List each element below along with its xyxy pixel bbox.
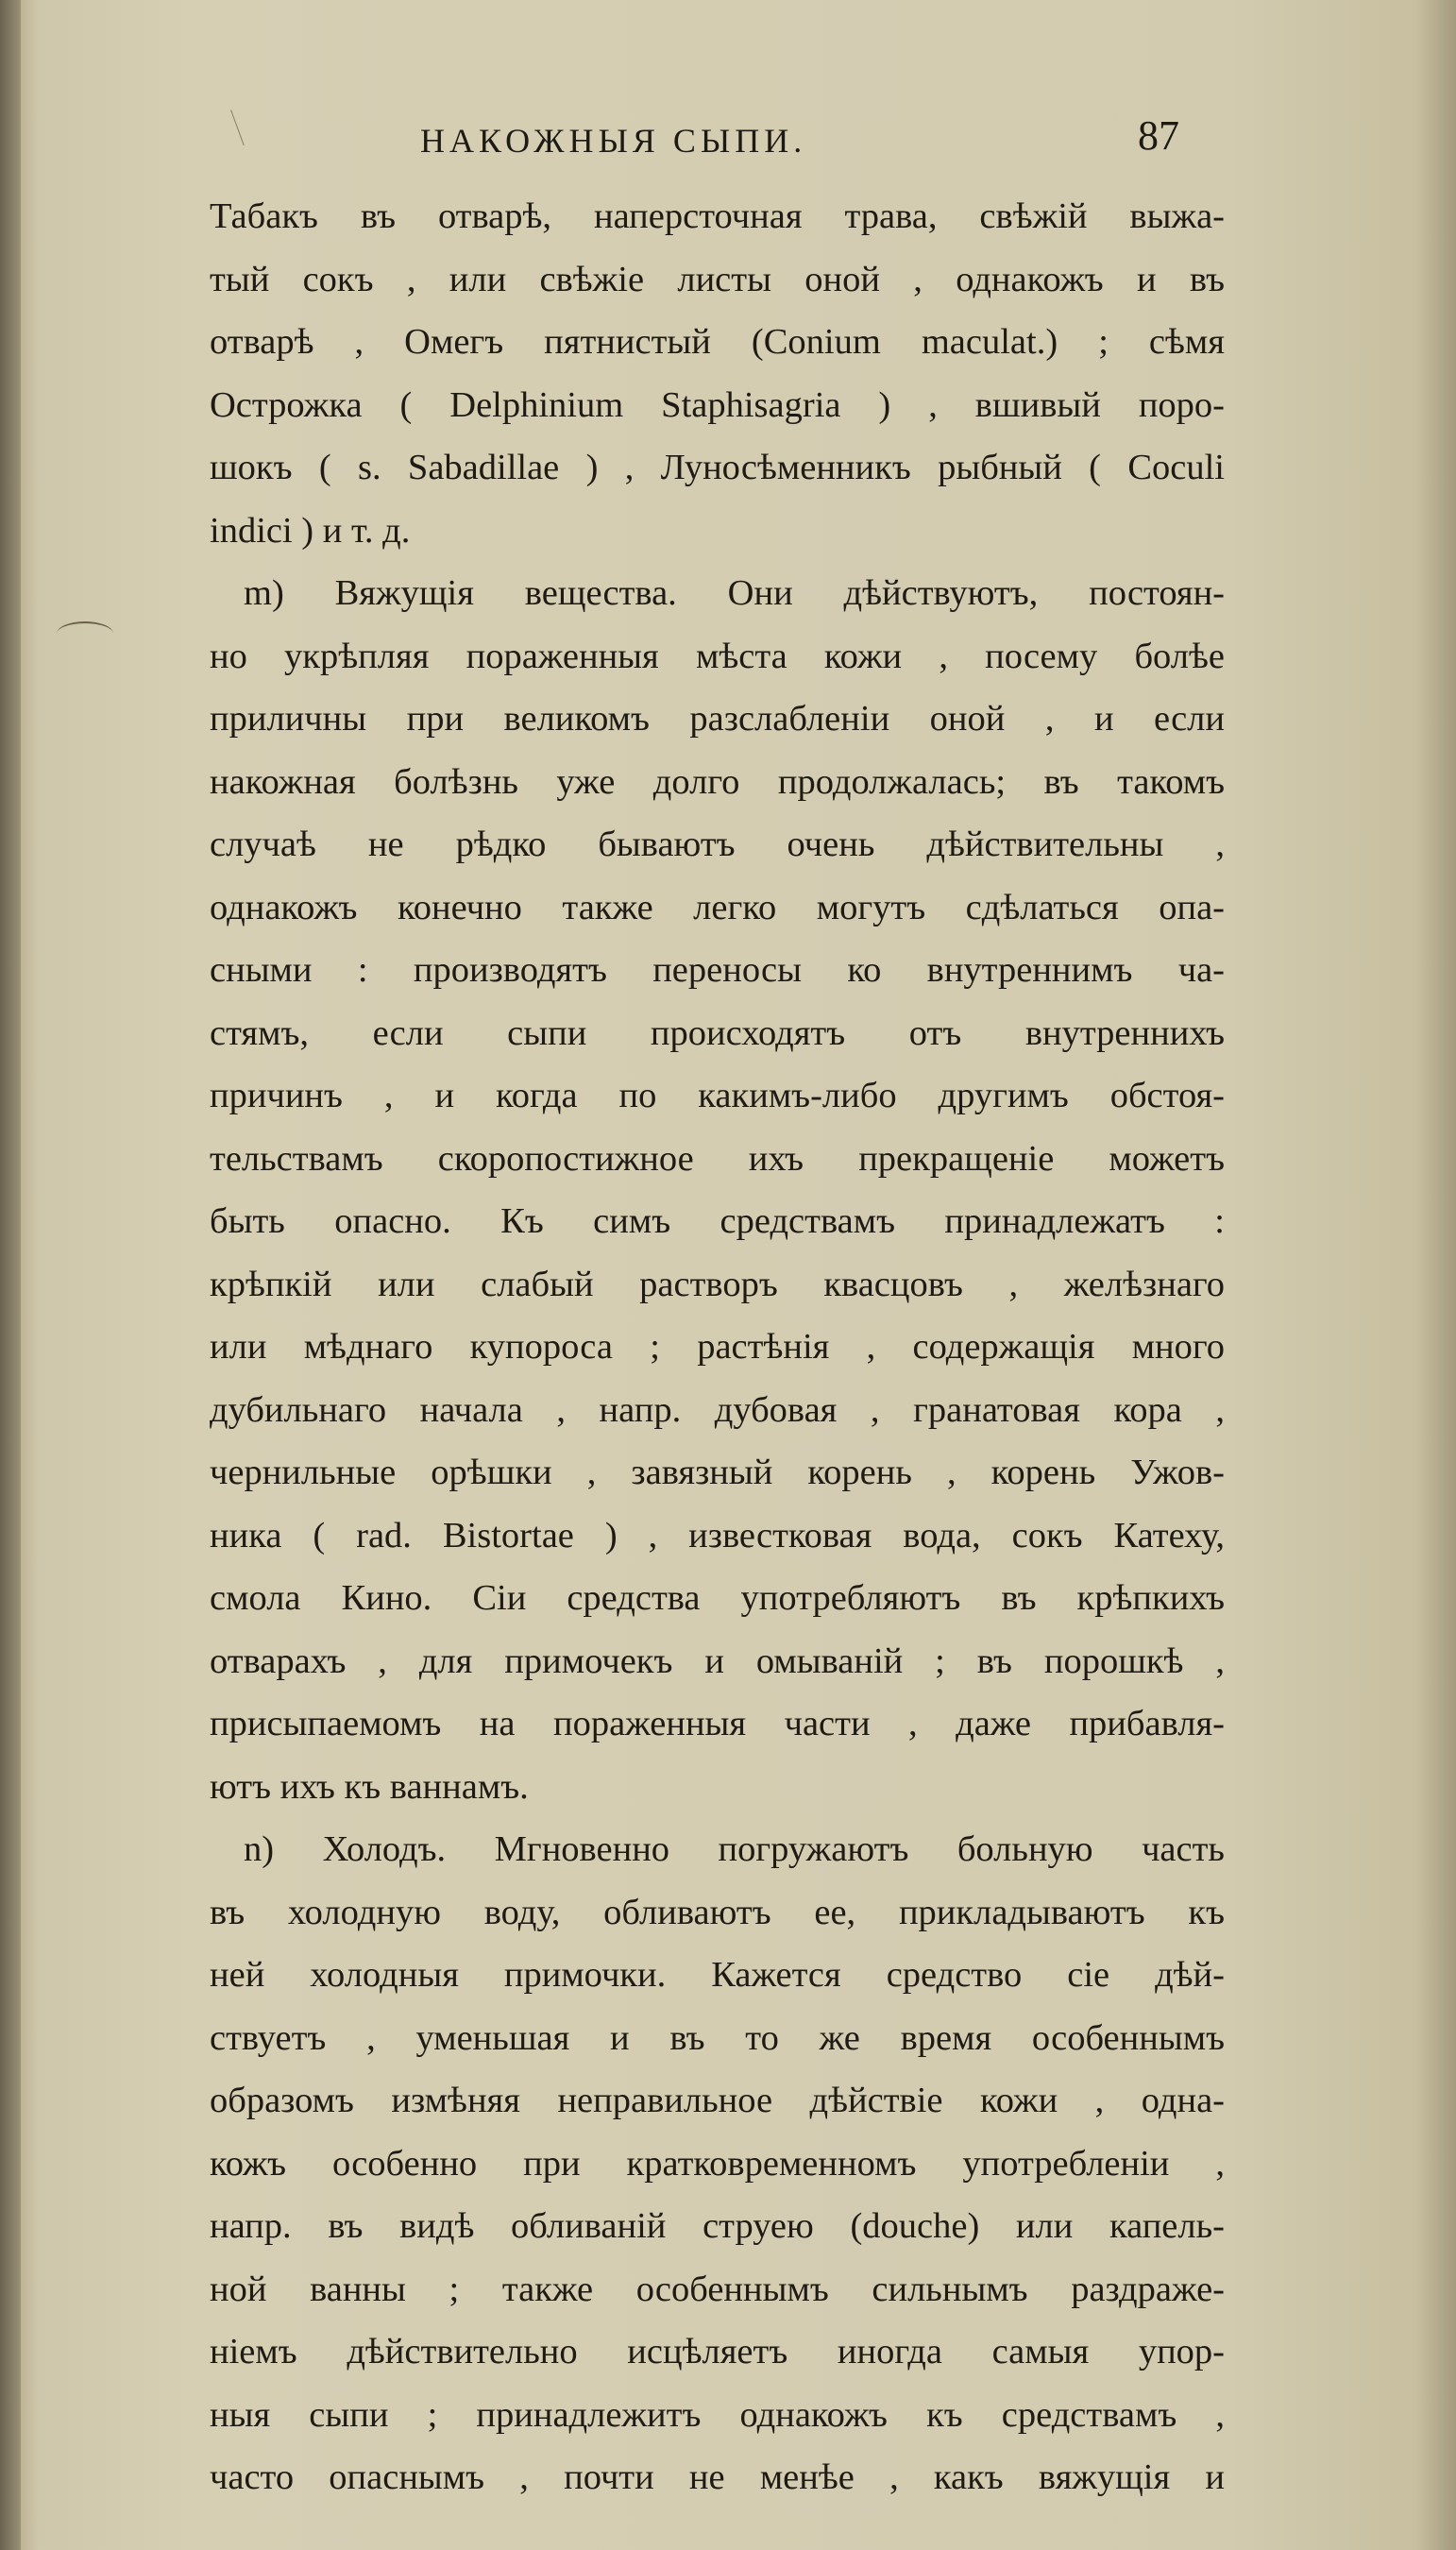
text-line: дубильнаго начала , напр. дубовая , гранатовая кора , (210, 1389, 1225, 1430)
text-line: ной ванны ; также особеннымъ сильнымъ раздраже- (210, 2269, 1225, 2309)
text-line: однакожъ конечно также легко могутъ сдѣлаться опа- (210, 887, 1225, 927)
text-line: ствуетъ , уменьшая и въ то же время особеннымъ (210, 2017, 1225, 2058)
text-line: накожная болѣзнь уже долго продолжалась; въ такомъ (210, 761, 1225, 802)
text-line: или мѣднаго купороса ; растѣнія , содержащія много (210, 1327, 1225, 1367)
text-line: ютъ ихъ къ ваннамъ. (210, 1766, 529, 1807)
text-line: Острожка ( Delphinium Staphisagria ) , вшивый поро- (210, 384, 1225, 425)
text-line: смола Кино. Сіи средства употребляютъ въ крѣпкихъ (210, 1578, 1225, 1618)
text-line: чернильные орѣшки , завязный корень , корень Ужов- (210, 1453, 1225, 1492)
text-line: часто опаснымъ , почти не менѣе , какъ вяжущія и (210, 2457, 1225, 2497)
text-line: ніемъ дѣйствительно исцѣляетъ иногда самыя упор- (210, 2332, 1225, 2372)
page-number: 87 (1138, 112, 1179, 159)
text-line: тый сокъ , или свѣжіе листы оной , однакожъ и въ (210, 259, 1225, 299)
running-title: НАКОЖНЫЯ СЫПИ. (420, 122, 807, 160)
text-line: indici ) и т. д. (210, 510, 411, 551)
text-line: ней холодныя примочки. Кажется средство сіе дѣй- (210, 1955, 1225, 1995)
text-line: стямъ, если сыпи происходятъ отъ внутреннихъ (210, 1012, 1225, 1053)
text-line: отварахъ , для примочекъ и омываній ; въ порошкѣ , (210, 1640, 1225, 1681)
text-line: но укрѣпляя пораженныя мѣста кожи , посему болѣе (210, 636, 1225, 676)
text-line: присыпаемомъ на пораженныя части , даже прибавля- (210, 1704, 1225, 1743)
text-line: отварѣ , Омегъ пятнистый (Conium maculat.) ; сѣмя (210, 322, 1225, 362)
body-text (210, 185, 1225, 2509)
paragraph-start-n: n) Холодъ. Мгновенно погружаютъ больную часть (244, 1829, 1225, 1869)
text-line: приличны при великомъ разслабленіи оной , и если (210, 699, 1225, 739)
text-line: быть опасно. Къ симъ средствамъ принадлежатъ : (210, 1201, 1225, 1241)
margin-pencil-mark (57, 621, 113, 646)
text-line: Табакъ въ отварѣ, наперсточная трава, свѣжій выжа- (210, 196, 1225, 236)
text-line: образомъ измѣняя неправильное дѣйствіе кожи , одна- (210, 2081, 1225, 2120)
text-line: тельствамъ скоропостижное ихъ прекращеніе можетъ (210, 1138, 1225, 1179)
text-line: крѣпкій или слабый растворъ квасцовъ , желѣзнаго (210, 1264, 1225, 1304)
page-header (0, 111, 1456, 168)
paragraph-start-m: m) Вяжущія вещества. Они дѣйствуютъ, постоян- (244, 573, 1225, 613)
text-line: причинъ , и когда по какимъ-либо другимъ обстоя- (210, 1076, 1225, 1115)
text-line: шокъ ( s. Sabadillae ) , Луносѣменникъ рыбный ( Coculi (210, 448, 1225, 487)
text-line: напр. въ видѣ обливаній струею (douche) или капель- (210, 2206, 1225, 2246)
text-line: въ холодную воду, обливаютъ ее, прикладываютъ къ (210, 1892, 1225, 1932)
text-line: кожъ особенно при кратковременномъ употребленіи , (210, 2143, 1225, 2184)
text-line: сными : производятъ переносы ко внутреннимъ ча- (210, 950, 1225, 990)
text-line: ныя сыпи ; принадлежитъ однакожъ къ средствамъ , (210, 2394, 1225, 2435)
text-line: случаѣ не рѣдко бываютъ очень дѣйствительны , (210, 824, 1225, 864)
binding-gutter (0, 0, 21, 2550)
text-line: ника ( rad. Bistortae ) , известковая вода, сокъ Катеху, (210, 1515, 1225, 1556)
